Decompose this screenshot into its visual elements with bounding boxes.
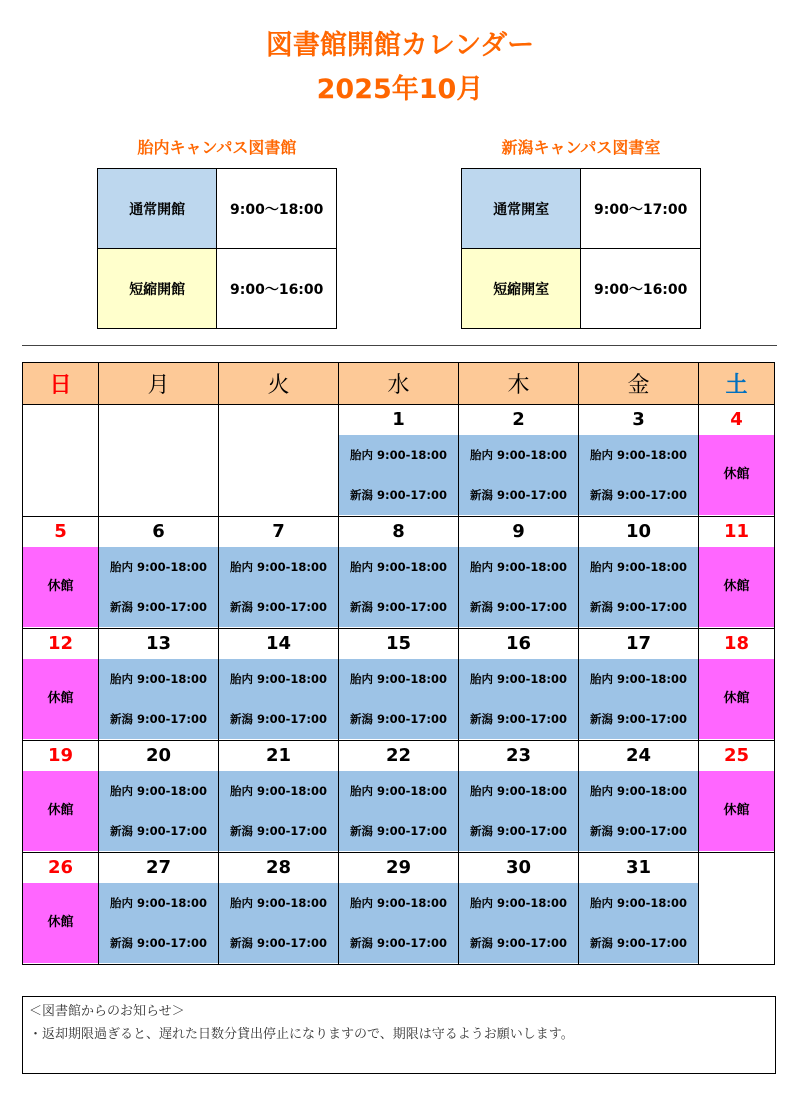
weekday-mon: 月 — [99, 363, 219, 405]
open-hours — [459, 547, 578, 627]
tainai-hours-line: 胎内 9:00-18:00 — [230, 896, 327, 910]
niigata-hours-line: 新潟 9:00-17:00 — [110, 824, 207, 838]
calendar-day-cell — [99, 853, 219, 965]
open-hours — [579, 547, 698, 627]
day-number: 17 — [625, 633, 652, 654]
open-hours — [99, 883, 218, 963]
niigata-hours-line: 新潟 9:00-17:00 — [230, 824, 327, 838]
closed-label: 休館 — [23, 771, 98, 851]
tainai-hours-line: 胎内 9:00-18:00 — [590, 560, 687, 574]
calendar-day-cell — [23, 853, 99, 965]
niigata-hours-line: 新潟 9:00-17:00 — [110, 600, 207, 614]
tainai-short-hours: 9:00〜16:00 — [217, 249, 337, 329]
calendar-day-cell — [339, 741, 459, 853]
closed-label: 休館 — [23, 883, 98, 963]
day-number: 29 — [385, 857, 412, 878]
calendar-day-cell — [219, 405, 339, 517]
calendar-body — [23, 405, 775, 965]
calendar-day-cell — [699, 629, 775, 741]
niigata-hours-block — [461, 136, 701, 298]
day-number: 31 — [625, 857, 652, 878]
niigata-hours-line: 新潟 9:00-17:00 — [590, 600, 687, 614]
niigata-hours-line: 新潟 9:00-17:00 — [470, 712, 567, 726]
tainai-hours-line: 胎内 9:00-18:00 — [590, 448, 687, 462]
tainai-hours-line: 胎内 9:00-18:00 — [110, 560, 207, 574]
day-number: 8 — [392, 521, 405, 542]
open-hours — [459, 771, 578, 851]
notice-item: ・返却期限過ぎると、遅れた日数分貸出停止になりますので、期限は守るようお願いします。 — [29, 1027, 574, 1042]
open-hours — [339, 435, 458, 515]
tainai-hours-line: 胎内 9:00-18:00 — [230, 560, 327, 574]
notice-heading: ＜図書館からのお知らせ＞ — [29, 1004, 185, 1019]
niigata-hours-line: 新潟 9:00-17:00 — [470, 824, 567, 838]
open-hours — [99, 659, 218, 739]
calendar — [22, 362, 775, 965]
open-hours — [219, 659, 338, 739]
tainai-hours-line: 胎内 9:00-18:00 — [470, 672, 567, 686]
calendar-week-row — [23, 629, 775, 741]
closed-label: 休館 — [23, 659, 98, 739]
day-number: 21 — [265, 745, 292, 766]
tainai-hours-line: 胎内 9:00-18:00 — [230, 672, 327, 686]
day-number: 13 — [145, 633, 172, 654]
day-number: 4 — [730, 409, 743, 430]
page-title: 図書館開館カレンダー — [265, 30, 535, 61]
open-hours — [219, 883, 338, 963]
open-hours — [339, 771, 458, 851]
open-hours — [219, 771, 338, 851]
niigata-hours-line: 新潟 9:00-17:00 — [350, 712, 447, 726]
niigata-hours-line: 新潟 9:00-17:00 — [230, 600, 327, 614]
open-hours — [219, 547, 338, 627]
calendar-week-row — [23, 405, 775, 517]
calendar-day-cell — [579, 853, 699, 965]
calendar-day-cell — [219, 741, 339, 853]
day-number: 7 — [272, 521, 285, 542]
tainai-hours-line: 胎内 9:00-18:00 — [470, 448, 567, 462]
day-number: 6 — [152, 521, 165, 542]
day-number: 2 — [512, 409, 525, 430]
niigata-hours-line: 新潟 9:00-17:00 — [230, 936, 327, 950]
calendar-day-cell — [219, 517, 339, 629]
open-hours — [459, 659, 578, 739]
calendar-day-cell — [699, 517, 775, 629]
day-number: 24 — [625, 745, 652, 766]
tainai-short-label: 短縮開館 — [98, 249, 217, 329]
closed-label: 休館 — [699, 547, 774, 627]
calendar-day-cell — [99, 517, 219, 629]
calendar-day-cell — [579, 517, 699, 629]
weekday-fri: 金 — [579, 363, 699, 405]
niigata-hours-line: 新潟 9:00-17:00 — [350, 600, 447, 614]
calendar-day-cell — [459, 853, 579, 965]
tainai-normal-label: 通常開館 — [98, 169, 217, 249]
niigata-short-label: 短縮開室 — [462, 249, 581, 329]
calendar-day-cell — [99, 741, 219, 853]
tainai-hours-line: 胎内 9:00-18:00 — [350, 896, 447, 910]
niigata-heading: 新潟キャンパス図書室 — [501, 138, 661, 157]
open-hours — [339, 659, 458, 739]
tainai-hours-line: 胎内 9:00-18:00 — [590, 896, 687, 910]
tainai-hours-line: 胎内 9:00-18:00 — [350, 672, 447, 686]
calendar-week-row — [23, 853, 775, 965]
calendar-day-cell — [579, 741, 699, 853]
calendar-day-cell — [23, 517, 99, 629]
niigata-hours-line: 新潟 9:00-17:00 — [590, 712, 687, 726]
niigata-short-hours: 9:00〜16:00 — [581, 249, 701, 329]
weekday-sat: 土 — [699, 363, 775, 405]
closed-label: 休館 — [699, 771, 774, 851]
calendar-day-cell — [339, 405, 459, 517]
open-hours — [339, 883, 458, 963]
niigata-hours-line: 新潟 9:00-17:00 — [230, 712, 327, 726]
tainai-heading: 胎内キャンパス図書館 — [137, 138, 297, 157]
day-number: 22 — [385, 745, 412, 766]
calendar-day-cell — [219, 853, 339, 965]
calendar-day-cell — [339, 853, 459, 965]
tainai-hours-line: 胎内 9:00-18:00 — [590, 672, 687, 686]
page-subtitle: 2025年10月 — [316, 74, 484, 105]
calendar-day-cell — [23, 741, 99, 853]
niigata-hours-line: 新潟 9:00-17:00 — [110, 936, 207, 950]
niigata-hours-line: 新潟 9:00-17:00 — [470, 488, 567, 502]
niigata-hours-line: 新潟 9:00-17:00 — [110, 712, 207, 726]
day-number: 14 — [265, 633, 292, 654]
niigata-normal-hours: 9:00〜17:00 — [581, 169, 701, 249]
day-number: 15 — [385, 633, 412, 654]
calendar-day-cell — [23, 405, 99, 517]
day-number: 26 — [47, 857, 74, 878]
open-hours — [99, 771, 218, 851]
day-number: 12 — [47, 633, 74, 654]
day-number: 23 — [505, 745, 532, 766]
niigata-hours-line: 新潟 9:00-17:00 — [350, 488, 447, 502]
calendar-day-cell — [579, 629, 699, 741]
tainai-hours-table — [97, 168, 337, 329]
tainai-hours-line: 胎内 9:00-18:00 — [110, 672, 207, 686]
open-hours — [339, 547, 458, 627]
niigata-hours-line: 新潟 9:00-17:00 — [590, 936, 687, 950]
calendar-day-cell — [459, 629, 579, 741]
calendar-day-cell — [23, 629, 99, 741]
tainai-hours-line: 胎内 9:00-18:00 — [350, 448, 447, 462]
weekday-thu: 木 — [459, 363, 579, 405]
weekday-header-row — [23, 363, 775, 405]
open-hours — [579, 883, 698, 963]
calendar-day-cell — [459, 517, 579, 629]
day-number: 28 — [265, 857, 292, 878]
calendar-week-row — [23, 741, 775, 853]
calendar-day-cell — [339, 629, 459, 741]
day-number: 20 — [145, 745, 172, 766]
day-number: 3 — [632, 409, 645, 430]
weekday-wed: 水 — [339, 363, 459, 405]
tainai-hours-line: 胎内 9:00-18:00 — [350, 784, 447, 798]
calendar-day-cell — [579, 405, 699, 517]
niigata-hours-line: 新潟 9:00-17:00 — [470, 600, 567, 614]
tainai-normal-hours: 9:00〜18:00 — [217, 169, 337, 249]
calendar-day-cell — [459, 741, 579, 853]
tainai-hours-line: 胎内 9:00-18:00 — [230, 784, 327, 798]
open-hours — [579, 771, 698, 851]
open-hours — [459, 883, 578, 963]
divider — [22, 345, 777, 346]
niigata-normal-label: 通常開室 — [462, 169, 581, 249]
day-number: 27 — [145, 857, 172, 878]
tainai-hours-line: 胎内 9:00-18:00 — [590, 784, 687, 798]
calendar-day-cell — [99, 629, 219, 741]
day-number: 5 — [54, 521, 67, 542]
calendar-day-cell — [339, 517, 459, 629]
calendar-day-cell — [699, 853, 775, 965]
niigata-hours-line: 新潟 9:00-17:00 — [590, 488, 687, 502]
open-hours — [579, 435, 698, 515]
niigata-hours-line: 新潟 9:00-17:00 — [350, 936, 447, 950]
niigata-hours-line: 新潟 9:00-17:00 — [470, 936, 567, 950]
day-number: 9 — [512, 521, 525, 542]
niigata-hours-line: 新潟 9:00-17:00 — [590, 824, 687, 838]
day-number: 1 — [392, 409, 405, 430]
day-number: 19 — [47, 745, 74, 766]
tainai-hours-line: 胎内 9:00-18:00 — [470, 784, 567, 798]
weekday-sun: 日 — [23, 363, 99, 405]
closed-label: 休館 — [699, 659, 774, 739]
closed-label: 休館 — [699, 435, 774, 515]
tainai-hours-block — [97, 136, 337, 298]
calendar-day-cell — [699, 741, 775, 853]
notice-box — [22, 996, 776, 1074]
tainai-hours-line: 胎内 9:00-18:00 — [470, 560, 567, 574]
tainai-hours-line: 胎内 9:00-18:00 — [350, 560, 447, 574]
niigata-hours-line: 新潟 9:00-17:00 — [350, 824, 447, 838]
open-hours — [579, 659, 698, 739]
day-number: 18 — [723, 633, 750, 654]
open-hours — [99, 547, 218, 627]
open-hours — [459, 435, 578, 515]
day-number: 10 — [625, 521, 652, 542]
calendar-day-cell — [459, 405, 579, 517]
calendar-day-cell — [219, 629, 339, 741]
tainai-hours-line: 胎内 9:00-18:00 — [110, 896, 207, 910]
niigata-hours-table — [461, 168, 701, 329]
weekday-tue: 火 — [219, 363, 339, 405]
tainai-hours-line: 胎内 9:00-18:00 — [470, 896, 567, 910]
day-number: 25 — [723, 745, 750, 766]
day-number: 11 — [723, 521, 750, 542]
calendar-day-cell — [699, 405, 775, 517]
day-number: 16 — [505, 633, 532, 654]
day-number: 30 — [505, 857, 532, 878]
calendar-day-cell — [99, 405, 219, 517]
calendar-week-row — [23, 517, 775, 629]
closed-label: 休館 — [23, 547, 98, 627]
tainai-hours-line: 胎内 9:00-18:00 — [110, 784, 207, 798]
